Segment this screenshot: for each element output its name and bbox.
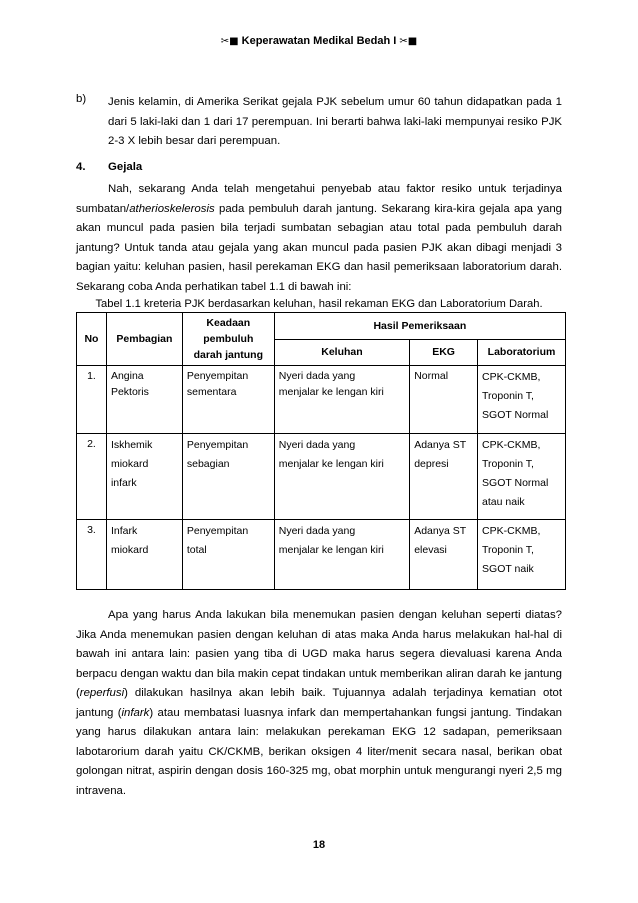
header-symbol-left: ✂■ — [220, 36, 239, 47]
item-b-text: Jenis kelamin, di Amerika Serikat gejala PJK sebelum umur 60 tahun didapatkan pada 1 dari 5 laki-laki dan 1 dari 17 perempuan. Ini berarti bahwa laki-laki mempunyai resiko PJK 2-3 X lebih besar dari perempuan. — [108, 96, 562, 147]
cell-no: 3. — [77, 520, 107, 590]
intro-text-2: pada pembuluh darah jantung. Sekarang kira-kira gejala apa yang akan muncul pada pasien bila terjadi sumbatan sebagian atau total pada pembuluh darah jantung? Untuk tanda atau gejala yang akan muncul pada pasien PJK akan dibagi menjadi 3 bagian yaitu: keluhan pasien, hasil perekaman EKG dan hasil pemeriksaan laboratorium darah. Sekarang coba Anda perhatikan tabel 1.1 di bawah ini: — [76, 202, 562, 293]
table-caption: Tabel 1.1 kreteria PJK berdasarkan keluhan, hasil rekaman EKG dan Laboratorium Darah. — [95, 298, 543, 310]
intro-italic-term: atherioskelerosis — [129, 202, 215, 215]
cell-ekg: Adanya ST depresi — [410, 434, 478, 520]
closing-text-1: Apa yang harus Anda lakukan bila menemukan pasien dengan keluhan seperti diatas? Jika Anda menemukan pasien dengan keluhan di atas maka Anda harus melakukan hal-hal di bawah ini antara lain: pasien yang tiba di UGD maka harus segera dievaluasi karena Anda berpacu dengan waktu dan bila makin cepat tindakan untuk memberikan aliran darah ke jantung ( — [76, 609, 562, 699]
table-row — [77, 434, 566, 520]
cell-no: 2. — [77, 434, 107, 520]
table-row — [77, 520, 566, 590]
closing-italic-infark: infark — [121, 706, 150, 719]
cell-lab: CPK-CKMB, Troponin T, SGOT Normal — [478, 366, 566, 434]
cell-ekg: Normal — [410, 366, 478, 434]
cell-pembagian: Angina Pektoris — [106, 366, 182, 434]
page-header — [0, 35, 638, 47]
header-no: No — [77, 313, 107, 366]
cell-keluhan: Nyeri dada yang menjalar ke lengan kiri — [274, 520, 409, 590]
intro-text-1: Nah, sekarang Anda telah mengetahui penyebab atau faktor resiko untuk terjadinya sumbatan/ — [76, 183, 562, 215]
cell-no: 1. — [77, 366, 107, 434]
cell-keadaan: Penyempitan total — [182, 520, 274, 590]
item-b-label: b) — [76, 93, 87, 105]
closing-text-3: ) atau membatasi luasnya infark dan mempertahankan fungsi jantung. Tindakan yang harus dilakukan antara lain: melakukan perekaman EKG 12 sadapan, pemeriksaan labotarorium darah yaitu CK/CKMB, berikan oksigen 4 liter/menit secara nasal, berikan obat golongan nitrat, aspirin dengan dosis 160-325 mg, obat morphin untuk mengurangi nyeri 2,5 mg intravena. — [76, 706, 563, 797]
cell-pembagian: Iskhemik miokard infark — [106, 434, 182, 520]
cell-lab: CPK-CKMB, Troponin T, SGOT Normal atau naik — [478, 434, 566, 520]
header-symbol-right: ✂■ — [399, 36, 418, 47]
header-title: Keperawatan Medikal Bedah I — [241, 35, 397, 47]
closing-text-2: ) dilakukan hasilnya akan lebih baik. Tujuannya adalah terjadinya kematian otot jantung ( — [76, 687, 562, 719]
header-ekg: EKG — [410, 339, 478, 366]
closing-paragraph — [76, 606, 562, 801]
section-number: 4. — [76, 161, 86, 173]
table-row — [77, 366, 566, 434]
header-keluhan: Keluhan — [274, 339, 409, 366]
criteria-table — [76, 312, 566, 590]
header-hasil-pemeriksaan: Hasil Pemeriksaan — [274, 313, 565, 340]
closing-italic-reperfusi: reperfusi — [79, 687, 125, 699]
header-pembagian: Pembagian — [106, 313, 182, 366]
cell-pembagian: Infark miokard — [106, 520, 182, 590]
cell-keluhan: Nyeri dada yang menjalar ke lengan kiri — [274, 366, 409, 434]
header-lab: Laboratorium — [478, 339, 566, 366]
section-intro-paragraph — [76, 180, 562, 297]
cell-keadaan: Penyempitan sementara — [182, 366, 274, 434]
page-number: 18 — [312, 839, 326, 851]
cell-ekg: Adanya ST elevasi — [410, 520, 478, 590]
cell-keadaan: Penyempitan sebagian — [182, 434, 274, 520]
cell-lab: CPK-CKMB, Troponin T, SGOT naik — [478, 520, 566, 590]
table-header-row — [77, 313, 566, 340]
section-title: Gejala — [108, 161, 143, 173]
cell-keluhan: Nyeri dada yang menjalar ke lengan kiri — [274, 434, 409, 520]
header-keadaan: Keadaan pembuluh darah jantung — [182, 313, 274, 366]
